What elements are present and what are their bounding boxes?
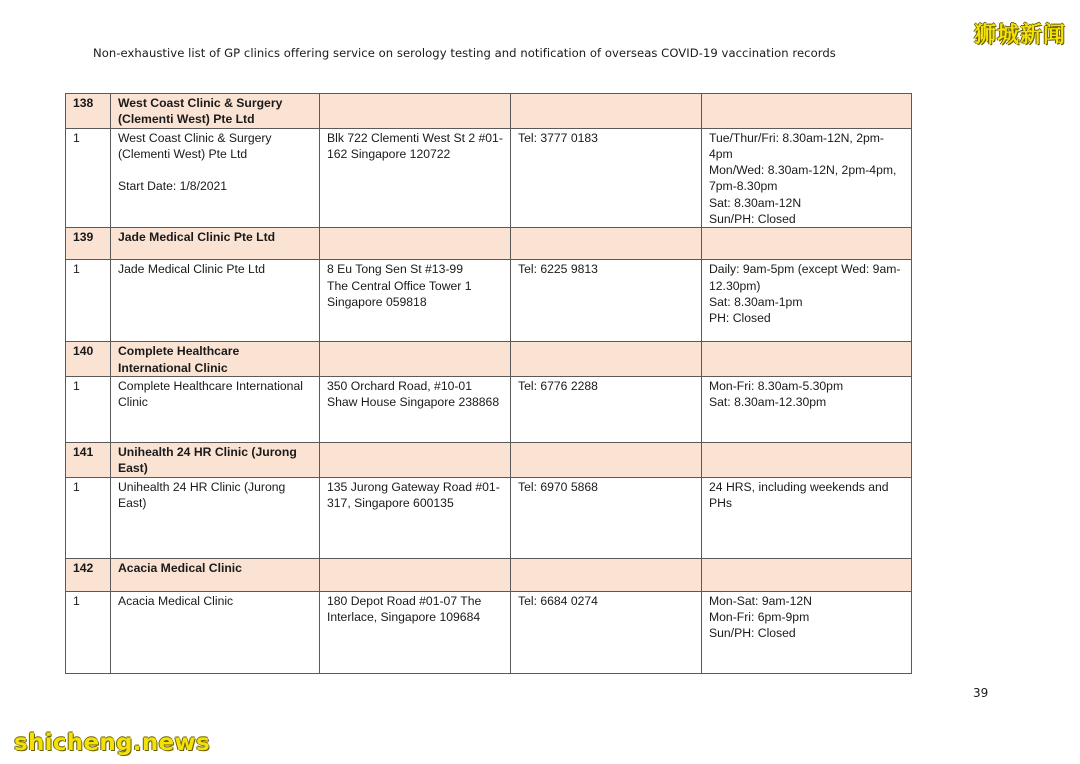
address-line: 8 Eu Tong Sen St #13-99 [327,262,463,277]
clinic-number: 140 [66,342,111,377]
branch-name: West Coast Clinic & Surgery (Clementi West) Pte Ltd [118,130,272,161]
hours-line: Sun/PH: Closed [709,626,796,641]
clinic-detail-row [66,376,912,442]
branch-index: 1 [66,376,111,442]
clinic-table [65,93,912,674]
watermark-logo-cn: 狮城新闻 [973,23,1066,48]
clinic-header-row [66,442,912,477]
branch-index: 1 [66,128,111,228]
telephone: Tel: 6970 5868 [511,477,702,558]
clinic-number: 142 [66,558,111,591]
clinic-detail-row [66,477,912,558]
clinic-header-row [66,94,912,129]
clinic-header-row [66,558,912,591]
opening-hours [702,376,912,442]
address [320,260,511,342]
opening-hours [702,591,912,673]
telephone: Tel: 6776 2288 [511,376,702,442]
hours-line: PH: Closed [709,311,771,326]
address: 180 Depot Road #01-07 The Interlace, Singapore 109684 [320,591,511,673]
hours-line: Tue/Thur/Fri: 8.30am-12N, 2pm-4pm [709,130,884,161]
clinic-number: 141 [66,442,111,477]
hours-line: 24 HRS, including weekends and PHs [709,479,889,510]
hours-line: Sat: 8.30am-1pm [709,294,803,309]
telephone: Tel: 6225 9813 [511,260,702,342]
clinic-detail-row [66,128,912,228]
branch-name: Acacia Medical Clinic [111,591,320,673]
document-title: Non-exhaustive list of GP clinics offering service on serology testing and notification of overseas COVID-19 vaccination records [93,46,836,60]
hours-line: Mon-Fri: 8.30am-5.30pm [709,378,844,393]
address-line: Singapore 059818 [327,294,427,309]
clinic-title: West Coast Clinic & Surgery (Clementi West) Pte Ltd [111,94,320,129]
page-number: 39 [973,686,989,700]
start-date: Start Date: 1/8/2021 [118,179,228,194]
hours-line: Mon/Wed: 8.30am-12N, 2pm-4pm, 7pm-8.30pm [709,163,897,194]
branch-index: 1 [66,260,111,342]
clinic-title: Acacia Medical Clinic [111,558,320,591]
clinic-number: 139 [66,228,111,260]
clinic-detail-row [66,591,912,673]
clinic-title: Complete Healthcare International Clinic [111,342,320,377]
branch-name: Jade Medical Clinic Pte Ltd [111,260,320,342]
telephone: Tel: 3777 0183 [511,128,702,228]
watermark-logo-en: shicheng.news [14,730,210,756]
branch-name-cell [111,128,320,228]
clinic-header-row [66,228,912,260]
clinic-title: Unihealth 24 HR Clinic (Jurong East) [111,442,320,477]
address-line: The Central Office Tower 1 [327,278,472,293]
hours-line: Sun/PH: Closed [709,212,796,227]
branch-name: Unihealth 24 HR Clinic (Jurong East) [111,477,320,558]
opening-hours [702,128,912,228]
hours-line: Sat: 8.30am-12N [709,195,802,210]
clinic-header-row [66,342,912,377]
branch-index: 1 [66,477,111,558]
address: 135 Jurong Gateway Road #01-317, Singapore 600135 [320,477,511,558]
clinic-number: 138 [66,94,111,129]
branch-index: 1 [66,591,111,673]
hours-line: Mon-Fri: 6pm-9pm [709,609,810,624]
opening-hours [702,477,912,558]
clinic-detail-row [66,260,912,342]
clinic-title: Jade Medical Clinic Pte Ltd [111,228,320,260]
hours-line: Daily: 9am-5pm (except Wed: 9am-12.30pm) [709,262,901,293]
hours-line: Mon-Sat: 9am-12N [709,593,812,608]
telephone: Tel: 6684 0274 [511,591,702,673]
hours-line: Sat: 8.30am-12.30pm [709,395,827,410]
address: 350 Orchard Road, #10-01 Shaw House Singapore 238868 [320,376,511,442]
opening-hours [702,260,912,342]
branch-name: Complete Healthcare International Clinic [111,376,320,442]
address: Blk 722 Clementi West St 2 #01-162 Singapore 120722 [320,128,511,228]
